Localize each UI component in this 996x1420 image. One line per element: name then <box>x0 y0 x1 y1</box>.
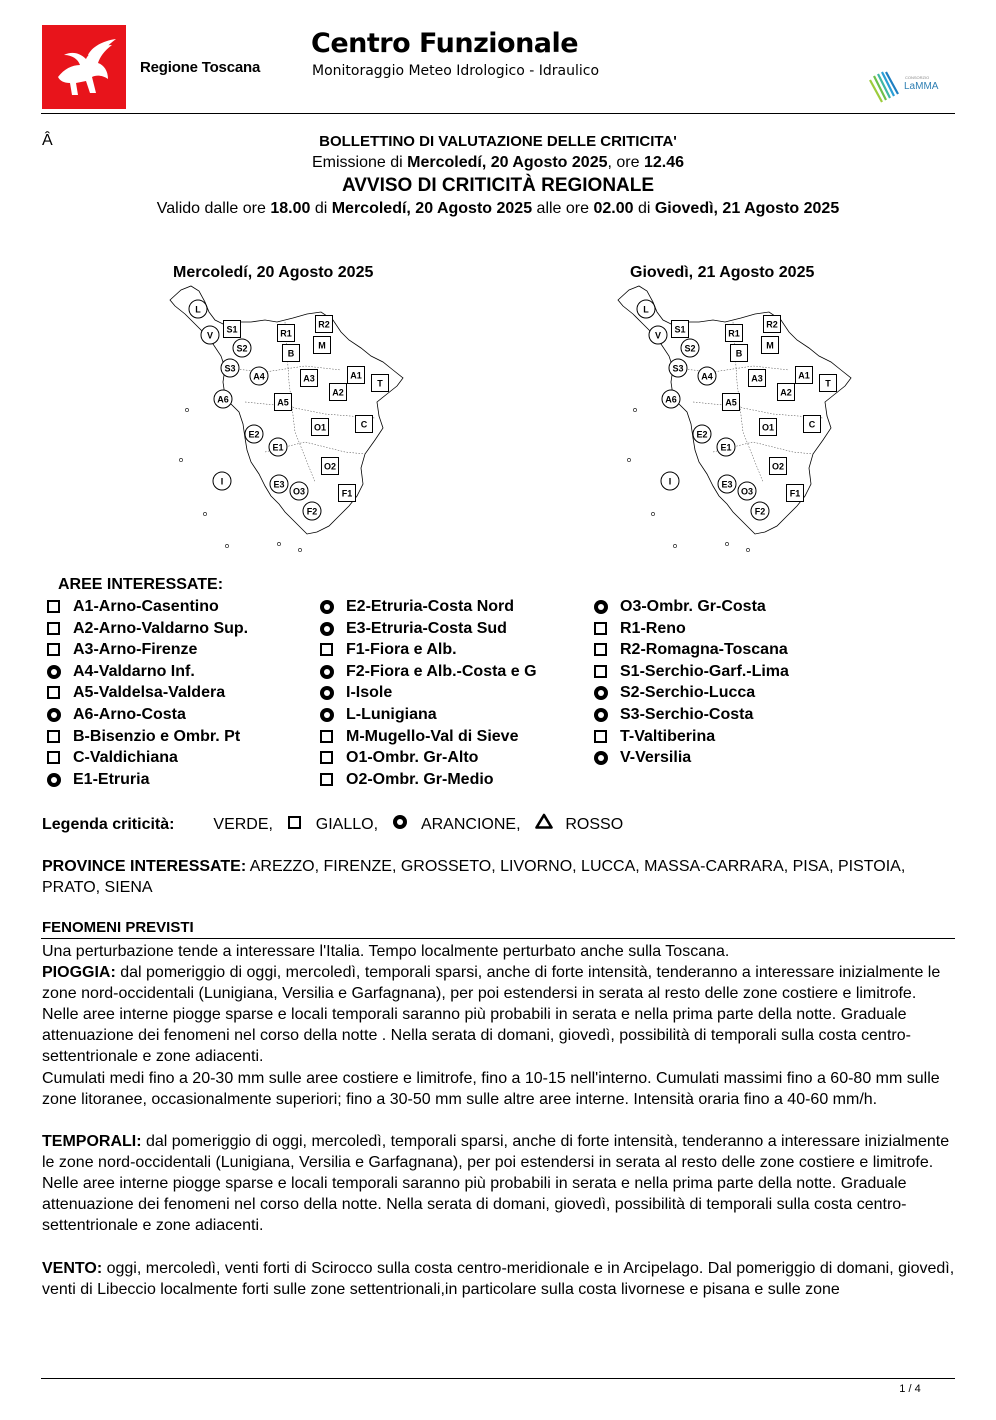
zone-marker-i <box>213 472 231 490</box>
zone-marker-s1 <box>672 321 689 338</box>
island <box>633 408 636 411</box>
zone-marker-e3 <box>270 475 288 493</box>
zone-marker-f1 <box>339 485 356 502</box>
zone-marker-s2 <box>681 339 699 357</box>
avviso-title: AVVISO DI CRITICITÀ REGIONALE <box>341 175 655 196</box>
zone-marker-e1 <box>717 438 735 456</box>
area-label: A4-Valdarno Inf. <box>73 662 195 680</box>
legend-title: Legenda criticità: <box>42 816 175 833</box>
zone-code: A1 <box>350 370 362 381</box>
region-name: Regione Toscana <box>140 59 261 76</box>
zone-marker-a5 <box>723 394 740 411</box>
emission-time: 12.46 <box>643 154 685 171</box>
zone-marker-a3 <box>749 370 766 387</box>
zone-code: L <box>643 304 649 315</box>
zone-code: F1 <box>789 488 801 499</box>
square-icon <box>320 643 333 656</box>
map-date-2: Giovedì, 21 Agosto 2025 <box>630 264 815 281</box>
zone-code: T <box>825 378 831 389</box>
square-icon <box>47 622 60 635</box>
zone-code: B <box>735 348 743 359</box>
zone-marker-v <box>649 326 667 344</box>
area-label: F1-Fiora e Alb. <box>346 641 457 659</box>
stray-character: Â <box>42 132 53 149</box>
square-icon <box>320 773 333 786</box>
provinces <box>42 856 952 898</box>
area-label: E1-Etruria <box>73 770 150 788</box>
tuscany-map-1 <box>165 282 405 552</box>
zone-code: E2 <box>696 429 708 440</box>
square-icon <box>47 751 60 764</box>
area-label: V-Versilia <box>620 749 692 767</box>
circle-icon <box>47 708 61 722</box>
area-label: O1-Ombr. Gr-Alto <box>346 749 479 767</box>
zone-code: A2 <box>780 387 792 398</box>
square-icon <box>47 686 60 699</box>
island <box>627 458 630 461</box>
legend-verde: VERDE, <box>213 816 273 833</box>
pioggia-paragraph: PIOGGIA: dal pomeriggio di oggi, mercoledì, temporali sparsi, anche di forte intensità, tenderanno a interessare inizialmente le zone nord-occidentali (Lunigiana, Versilia e Garfagnana), per poi estendersi in serata al resto delle zone costiere e limitrofe. Nelle aree interne piogge sparse e locali temporali saranno più probabili in serata e nella prima parte della notte. Graduale attenuazione dei fenomeni nel corso della notte . Nella serata di domani, giovedì, possibilità di temporali sulla costa centro-settentrionale e zone adiacenti. <box>42 964 941 1065</box>
bulletin-title: BOLLETTINO DI VALUTAZIONE DELLE CRITICITA' <box>319 133 677 150</box>
zone-code: R1 <box>280 328 292 339</box>
island <box>179 458 182 461</box>
area-label: E3-Etruria-Costa Sud <box>346 619 507 637</box>
zone-code: R2 <box>318 319 330 330</box>
zone-marker-l <box>637 300 655 318</box>
zone-marker-t <box>820 375 837 392</box>
zone-marker-e2 <box>693 425 711 443</box>
area-label: B-Bisenzio e Ombr. Pt <box>73 727 241 745</box>
island <box>277 542 280 545</box>
square-icon <box>47 730 60 743</box>
area-label: A6-Arno-Costa <box>73 706 186 723</box>
zone-marker-a6 <box>662 390 680 408</box>
circle-icon <box>594 600 608 614</box>
zone-code: O2 <box>323 461 337 472</box>
zone-marker-f2 <box>751 502 769 520</box>
square-icon <box>320 751 333 764</box>
center-title: Centro Funzionale <box>311 28 579 59</box>
area-label: S1-Serchio-Garf.-Lima <box>620 662 789 680</box>
circle-icon <box>594 686 608 700</box>
zone-marker-e2 <box>245 425 263 443</box>
zone-marker-o1 <box>760 419 777 436</box>
circle-icon <box>47 773 61 787</box>
area-label: O2-Ombr. Gr-Medio <box>346 770 494 788</box>
zone-marker-v <box>201 326 219 344</box>
zone-code: R2 <box>766 319 778 330</box>
zone-marker-i <box>661 472 679 490</box>
zone-marker-o1 <box>312 419 329 436</box>
legend-arancione: ARANCIONE, <box>420 816 521 833</box>
zone-code: M <box>766 340 774 351</box>
zone-marker-a2 <box>330 384 347 401</box>
zone-code: A6 <box>665 394 677 405</box>
zone-marker-o3 <box>290 482 308 500</box>
area-label: F2-Fiora e Alb.-Costa e G <box>346 662 537 680</box>
zone-code: M <box>318 340 326 351</box>
zone-code: A5 <box>725 397 737 408</box>
page-number: 1 / 4 <box>899 1383 921 1395</box>
center-subtitle: Monitoraggio Meteo Idrologico - Idraulico <box>312 63 600 79</box>
zone-marker-m <box>762 337 779 354</box>
zone-code: F2 <box>754 506 766 517</box>
zone-border <box>224 363 341 374</box>
partner-small-label: CONSORZIO <box>905 75 930 80</box>
square-icon <box>320 730 333 743</box>
zone-code: A4 <box>253 371 265 382</box>
validity-line: Valido dalle ore 18.00 di Mercoledí, 20 Agosto 2025 alle ore 02.00 di Giovedì, 21 Agosto 2025 <box>156 200 840 217</box>
area-label: T-Valtiberina <box>620 727 716 745</box>
area-label: A5-Valdelsa-Valdera <box>73 684 226 702</box>
partner-name: LaMMA <box>904 81 939 92</box>
zone-code: F2 <box>306 506 318 517</box>
zone-code: O2 <box>771 461 785 472</box>
zone-marker-o2 <box>322 458 339 475</box>
zone-code: A5 <box>277 397 289 408</box>
circle-icon <box>320 665 334 679</box>
provinces-list: AREZZO, FIRENZE, GROSSETO, LIVORNO, LUCCA, MASSA-CARRARA, PISA, PISTOIA, PRATO, SIENA <box>42 858 906 896</box>
zone-code: A3 <box>751 373 763 384</box>
zone-marker-b <box>731 345 748 362</box>
island <box>225 544 228 547</box>
zone-code: F1 <box>341 488 353 499</box>
fenomeni-title: FENOMENI PREVISTI <box>42 919 194 936</box>
zone-marker-a6 <box>214 390 232 408</box>
area-label: M-Mugello-Val di Sieve <box>346 727 519 745</box>
areas-column-2 <box>320 598 590 798</box>
triangle-icon <box>535 813 553 829</box>
zone-marker-o3 <box>738 482 756 500</box>
areas-column-3 <box>594 598 864 798</box>
zone-marker-e3 <box>718 475 736 493</box>
zone-marker-t <box>372 375 389 392</box>
zone-code: L <box>195 304 201 315</box>
zone-code: C <box>808 419 816 430</box>
zone-marker-f2 <box>303 502 321 520</box>
zone-marker-b <box>283 345 300 362</box>
areas-column-1 <box>47 598 307 798</box>
zone-marker-r1 <box>278 325 295 342</box>
zone-marker-r1 <box>726 325 743 342</box>
lamma-stripes-icon <box>866 66 906 106</box>
pegasus-icon <box>42 25 126 109</box>
square-icon <box>594 622 607 635</box>
zone-marker-a2 <box>778 384 795 401</box>
zone-code: S2 <box>236 343 248 354</box>
zone-code: A2 <box>332 387 344 398</box>
zone-code: C <box>360 419 368 430</box>
area-label: S2-Serchio-Lucca <box>620 684 756 702</box>
zone-marker-c <box>804 416 821 433</box>
area-label: A2-Arno-Valdarno Sup. <box>73 619 249 637</box>
zone-code: S1 <box>226 324 238 335</box>
zone-marker-a1 <box>796 367 813 384</box>
zone-marker-a5 <box>275 394 292 411</box>
zone-code: E1 <box>272 442 284 453</box>
zone-marker-s3 <box>221 359 239 377</box>
island <box>673 544 676 547</box>
zone-code: S3 <box>672 363 684 374</box>
zone-marker-e1 <box>269 438 287 456</box>
area-label: R2-Romagna-Toscana <box>620 641 788 659</box>
island <box>651 512 654 515</box>
circle-icon <box>320 686 334 700</box>
circle-icon <box>47 665 61 679</box>
zone-code: T <box>377 378 383 389</box>
zone-code: E2 <box>248 429 260 440</box>
zone-marker-a4 <box>698 367 716 385</box>
footer-divider <box>41 1378 955 1379</box>
area-label: C-Valdichiana <box>73 749 178 767</box>
emission-date: Mercoledí, 20 Agosto 2025 <box>407 154 608 171</box>
zone-code: A4 <box>701 371 713 382</box>
zone-code: S1 <box>674 324 686 335</box>
zone-code: O1 <box>761 422 775 433</box>
zone-marker-c <box>356 416 373 433</box>
zone-code: E3 <box>721 479 733 490</box>
provinces-label: PROVINCE INTERESSATE: <box>42 858 247 875</box>
circle-icon <box>594 708 608 722</box>
zone-code: V <box>654 330 662 341</box>
area-label: L-Lunigiana <box>346 706 437 723</box>
zone-code: E1 <box>720 442 732 453</box>
zone-marker-s1 <box>224 321 241 338</box>
legend-giallo: GIALLO, <box>315 816 379 833</box>
zone-code: E3 <box>273 479 285 490</box>
regione-toscana-logo <box>42 25 126 109</box>
temporali-paragraph: TEMPORALI: dal pomeriggio di oggi, mercoledì, temporali sparsi, anche di forte intensità, tenderanno a interessare inizialmente le zone nord-occidentali (Lunigiana, Versilia e Garfagnana), per poi estendersi in serata al resto delle zone costiere e limitrofe. Nelle aree interne piogge sparse e locali temporali saranno più probabili in serata e nella prima parte della notte. Graduale attenuazione dei fenomeni nel corso della notte. Nella serata di domani, giovedì, possibilità di temporali sulla costa centro-settentrionale e zone adiacenti. <box>42 1133 950 1234</box>
zone-marker-m <box>314 337 331 354</box>
header-divider <box>41 113 955 114</box>
square-icon <box>47 643 60 656</box>
zone-marker-r2 <box>764 316 781 333</box>
zone-marker-l <box>189 300 207 318</box>
square-icon <box>594 643 607 656</box>
zone-code: B <box>287 348 295 359</box>
zone-code: O3 <box>740 486 754 497</box>
zone-marker-a3 <box>301 370 318 387</box>
vento-paragraph: VENTO: oggi, mercoledì, venti forti di Scirocco sulla costa centro-meridionale e in Arcipelago. Dal pomeriggio di domani, giovedì, venti di Libeccio localmente forti sulle zone settentrionali,in particolare sulla costa livornese e pisana e sulle zone <box>42 1260 955 1298</box>
zone-code: O1 <box>313 422 327 433</box>
zone-marker-a4 <box>250 367 268 385</box>
fenomeni-intro: Una perturbazione tende a interessare l'Italia. Tempo localmente perturbato anche sulla Toscana. <box>42 943 730 960</box>
zone-marker-a1 <box>348 367 365 384</box>
square-icon <box>594 730 607 743</box>
area-label: S3-Serchio-Costa <box>620 706 754 723</box>
zone-marker-s2 <box>233 339 251 357</box>
map-date-1: Mercoledí, 20 Agosto 2025 <box>173 264 374 281</box>
areas-title: AREE INTERESSATE: <box>58 576 224 593</box>
area-label: R1-Reno <box>620 619 686 637</box>
island <box>746 548 749 551</box>
emission-line: Emissione di Mercoledí, 20 Agosto 2025, ore 12.46 <box>311 154 685 171</box>
circle-icon <box>393 815 407 829</box>
zone-code: A6 <box>217 394 229 405</box>
area-label: E2-Etruria-Costa Nord <box>346 598 515 615</box>
zone-marker-s3 <box>669 359 687 377</box>
zone-code: S3 <box>224 363 236 374</box>
area-label: A3-Arno-Firenze <box>73 641 198 659</box>
area-label: A1-Arno-Casentino <box>73 598 219 615</box>
island <box>185 408 188 411</box>
square-icon <box>288 816 301 829</box>
square-icon <box>47 600 60 613</box>
circle-icon <box>320 622 334 636</box>
zone-code: I <box>668 476 672 487</box>
zone-code: A1 <box>798 370 810 381</box>
zone-code: V <box>206 330 214 341</box>
zone-code: S2 <box>684 343 696 354</box>
zone-code: O3 <box>292 486 306 497</box>
circle-icon <box>320 708 334 722</box>
island <box>203 512 206 515</box>
circle-icon <box>594 751 608 765</box>
zone-code: I <box>220 476 224 487</box>
island <box>298 548 301 551</box>
legend-rosso: ROSSO <box>565 816 624 833</box>
zone-code: R1 <box>728 328 740 339</box>
legend <box>42 813 623 834</box>
area-label: O3-Ombr. Gr-Costa <box>620 598 766 615</box>
circle-icon <box>320 600 334 614</box>
zone-border <box>672 363 789 374</box>
zone-marker-o2 <box>770 458 787 475</box>
zone-marker-f1 <box>787 485 804 502</box>
zone-marker-r2 <box>316 316 333 333</box>
square-icon <box>594 665 607 678</box>
island <box>725 542 728 545</box>
area-label: I-Isole <box>346 684 393 702</box>
zone-code: A3 <box>303 373 315 384</box>
cumulati-paragraph: Cumulati medi fino a 20-30 mm sulle aree costiere e limitrofe, fino a 10-15 nell'interno. Cumulati massimi fino a 60-80 mm sulle zone litoranee, occasionalmente superiori; fino a 30-50 mm sulle altre aree interne. Intensità oraria fino a 40-60 mm/h. <box>42 1070 940 1108</box>
fenomeni-divider <box>41 938 955 939</box>
tuscany-map-2 <box>613 282 853 552</box>
